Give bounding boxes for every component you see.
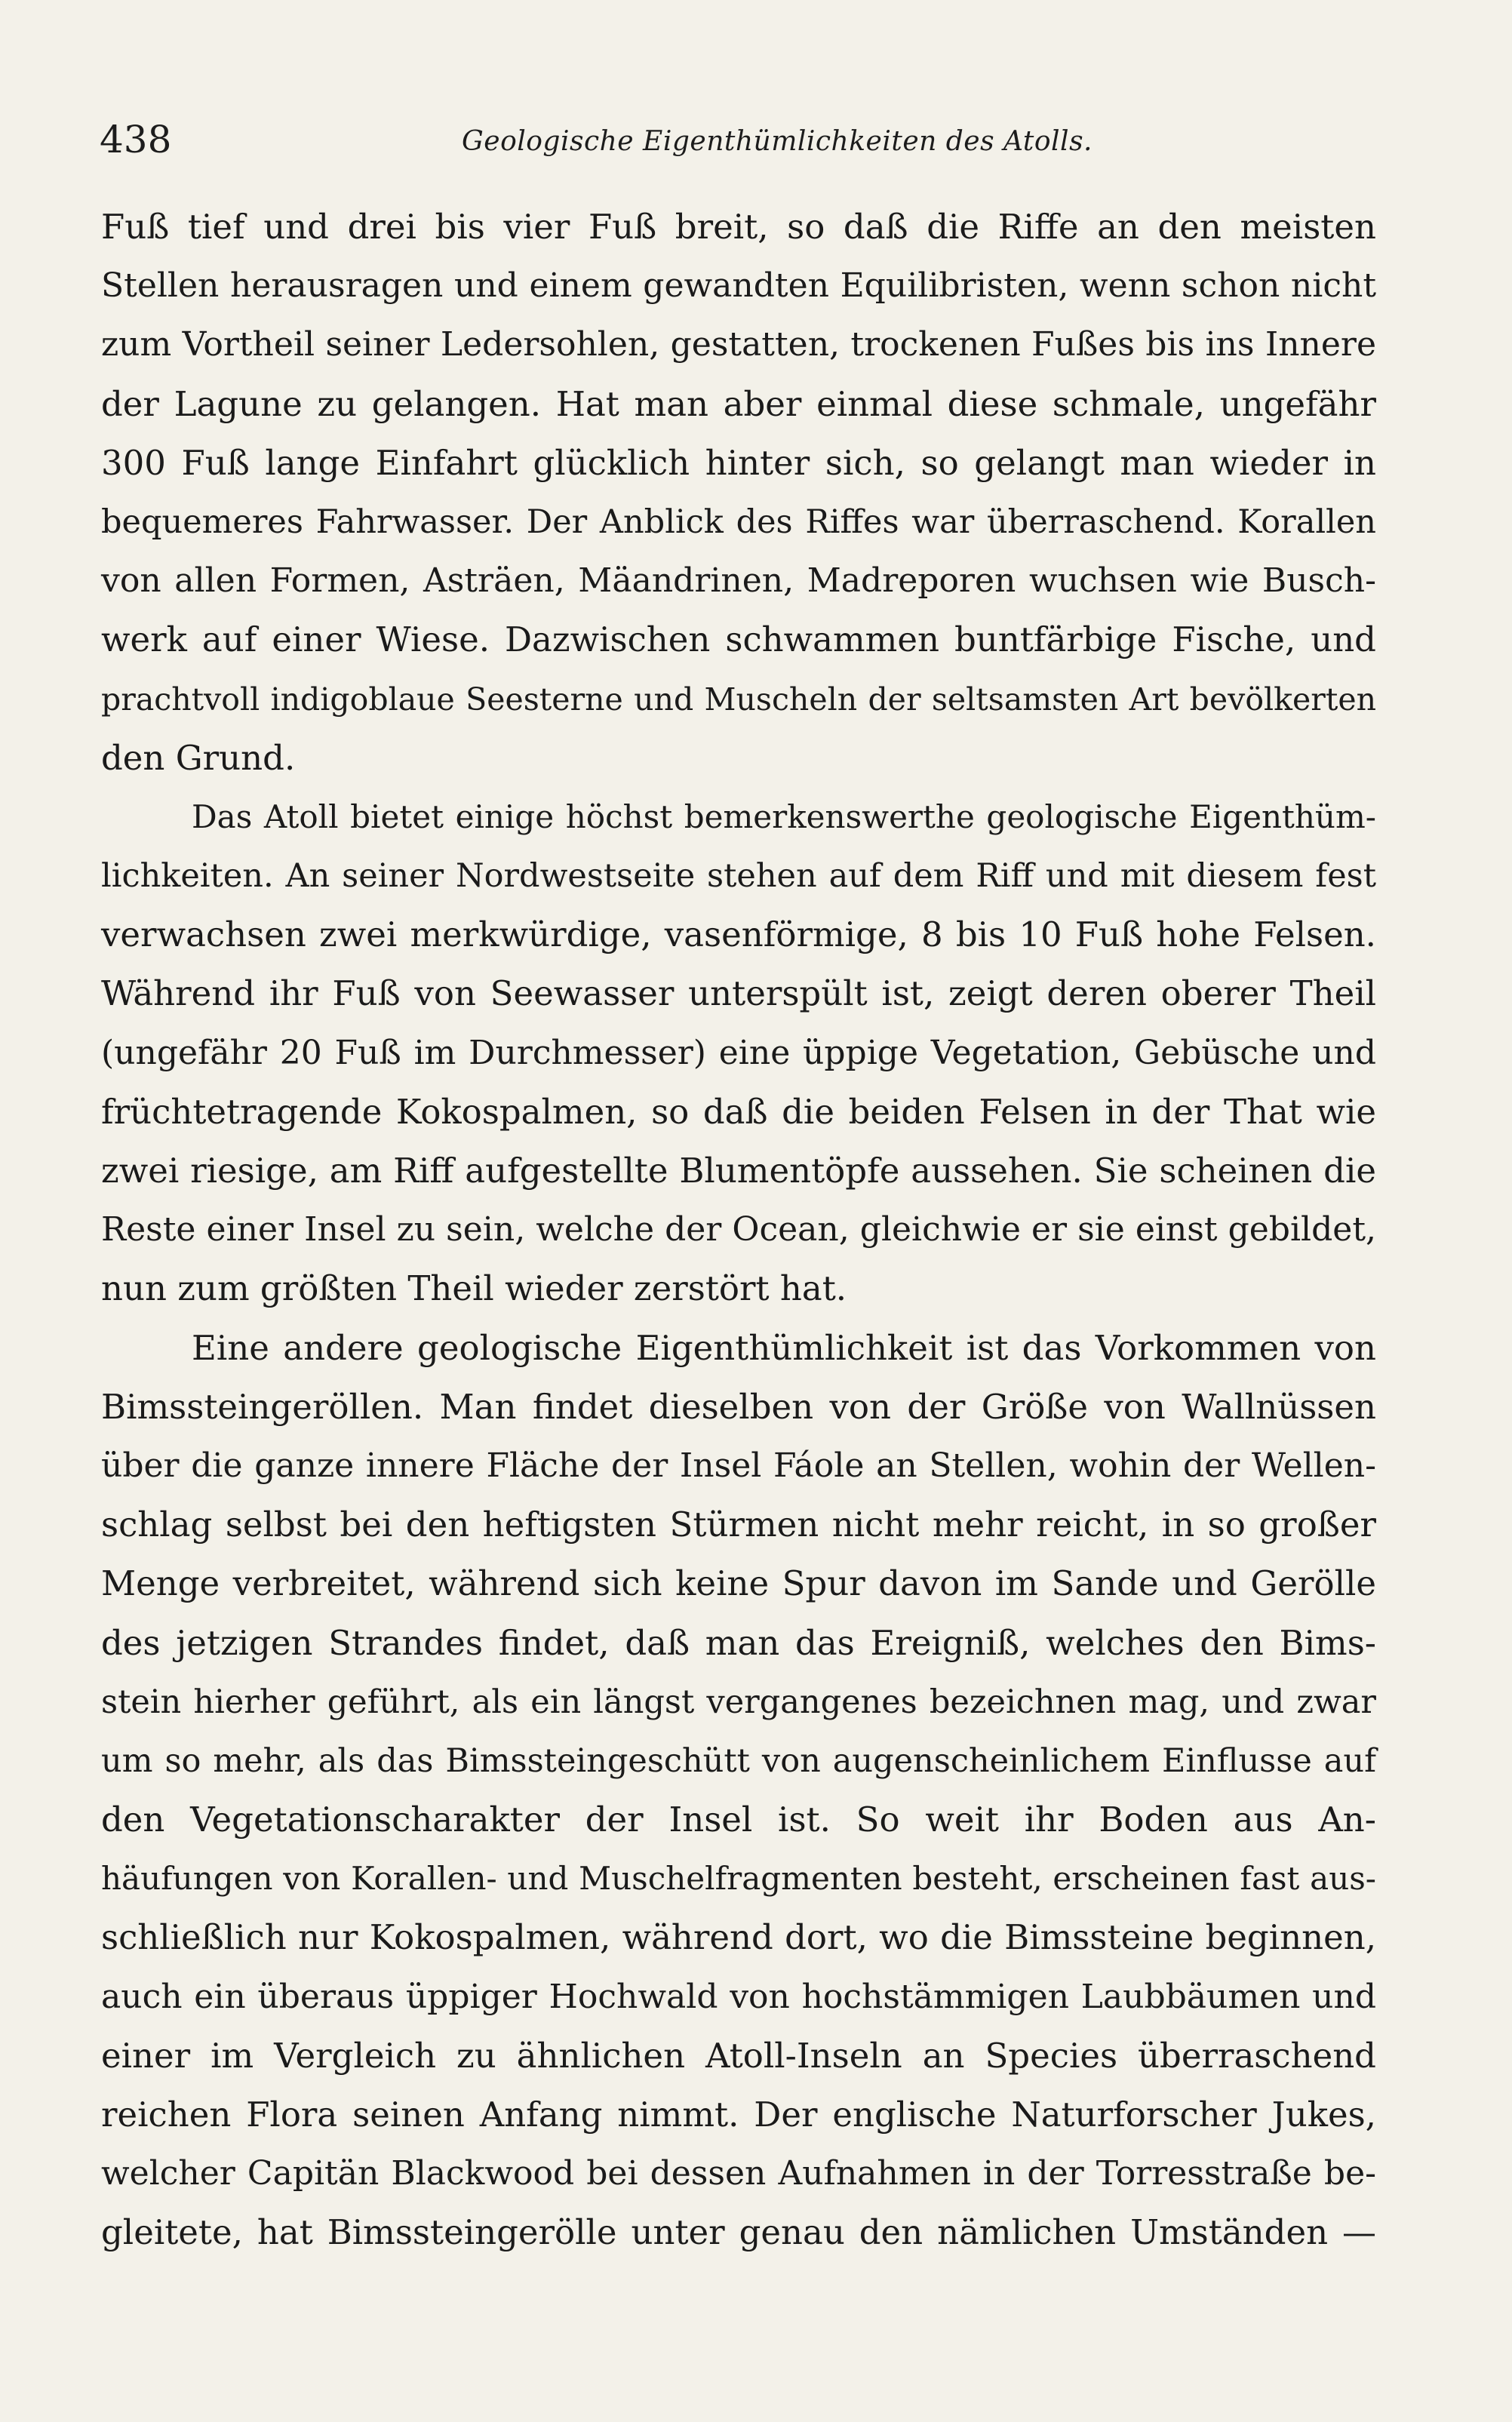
page-header	[100, 113, 1382, 181]
text-line: Stellen herausragen und einem gewandten Equilibristen, wenn schon nicht	[101, 266, 1376, 306]
text-line: werk auf einer Wiese. Dazwischen schwammen buntfärbige Fische, und	[101, 619, 1376, 660]
text-line: zum Vortheil seiner Ledersohlen, gestatten, trockenen Fußes bis ins Innere	[101, 325, 1376, 364]
text-line: verwachsen zwei merkwürdige, vasenförmige, 8 bis 10 Fuß hohe Felsen.	[101, 914, 1376, 955]
text-line: reichen Flora seinen Anfang nimmt. Der englische Naturforscher Jukes,	[101, 2095, 1376, 2135]
text-line: den Grund.	[101, 737, 296, 778]
text-line: Bimssteingeröllen. Man findet dieselben von der Größe von Wallnüssen	[101, 1386, 1376, 1427]
text-line: von allen Formen, Asträen, Mäandrinen, Madreporen wuchsen wie Busch-	[101, 561, 1376, 601]
text-line: über die ganze innere Fläche der Insel Fáole an Stellen, wohin der Wellen-	[101, 1446, 1376, 1485]
text-line: den Vegetationscharakter der Insel ist. So weit ihr Boden aus An-	[101, 1800, 1376, 1840]
page-number: 438	[100, 118, 172, 161]
text-line: der Lagune zu gelangen. Hat man aber einmal diese schmale, ungefähr	[101, 383, 1376, 424]
body-text	[101, 198, 1376, 2263]
text-line: Fuß tief und drei bis vier Fuß breit, so daß die Riffe an den meisten	[101, 207, 1376, 247]
text-line: häufungen von Korallen- und Muschelfragmenten besteht, erscheinen fast aus-	[101, 1860, 1376, 1898]
text-line: Eine andere geologische Eigenthümlichkeit ist das Vorkommen von	[192, 1327, 1376, 1368]
text-line: Das Atoll bietet einige höchst bemerkenswerthe geologische Eigenthüm-	[192, 798, 1376, 835]
text-line: früchtetragende Kokospalmen, so daß die beiden Felsen in der That wie	[101, 1091, 1376, 1132]
running-title: Geologische Eigenthümlichkeiten des Atolls.	[462, 126, 1093, 157]
text-line: einer im Vergleich zu ähnlichen Atoll-Inseln an Species überraschend	[101, 2035, 1376, 2076]
text-line: lichkeiten. An seiner Nordwestseite stehen auf dem Riff und mit diesem fest	[101, 857, 1376, 896]
text-line: 300 Fuß lange Einfahrt glücklich hinter sich, so gelangt man wieder in	[101, 442, 1376, 483]
text-line: schlag selbst bei den heftigsten Stürmen nicht mehr reicht, in so großer	[101, 1505, 1376, 1545]
text-line: nun zum größten Theil wieder zerstört hat.	[101, 1268, 847, 1309]
text-line: zwei riesige, am Riff aufgestellte Blumentöpfe aussehen. Sie scheinen die	[101, 1151, 1376, 1191]
text-line: Während ihr Fuß von Seewasser unterspült ist, zeigt deren oberer Theil	[101, 973, 1376, 1014]
text-line: gleitete, hat Bimssteingerölle unter genau den nämlichen Umständen —	[101, 2212, 1376, 2253]
text-line: schließlich nur Kokospalmen, während dort, wo die Bimssteine beginnen,	[101, 1917, 1376, 1958]
text-line: bequemeres Fahrwasser. Der Anblick des Riffes war überraschend. Korallen	[101, 503, 1376, 541]
text-line: um so mehr, als das Bimssteingeschütt von augenscheinlichem Einflusse auf	[101, 1741, 1376, 1780]
text-line: des jetzigen Strandes findet, daß man das Ereigniß, welches den Bims-	[101, 1622, 1376, 1663]
text-line: Menge verbreitet, während sich keine Spur davon im Sande und Gerölle	[101, 1563, 1376, 1604]
text-line: Reste einer Insel zu sein, welche der Ocean, gleichwie er sie einst gebildet,	[101, 1210, 1376, 1249]
text-line: auch ein überaus üppiger Hochwald von hochstämmigen Laubbäumen und	[101, 1977, 1376, 2016]
text-line: prachtvoll indigoblaue Seesterne und Muscheln der seltsamsten Art bevölkerten	[101, 681, 1376, 718]
text-line: stein hierher geführt, als ein längst vergangenes bezeichnen mag, und zwar	[101, 1683, 1376, 1721]
text-line: (ungefähr 20 Fuß im Durchmesser) eine üppige Vegetation, Gebüsche und	[101, 1033, 1376, 1072]
text-line: welcher Capitän Blackwood bei dessen Aufnahmen in der Torresstraße be-	[101, 2154, 1376, 2193]
